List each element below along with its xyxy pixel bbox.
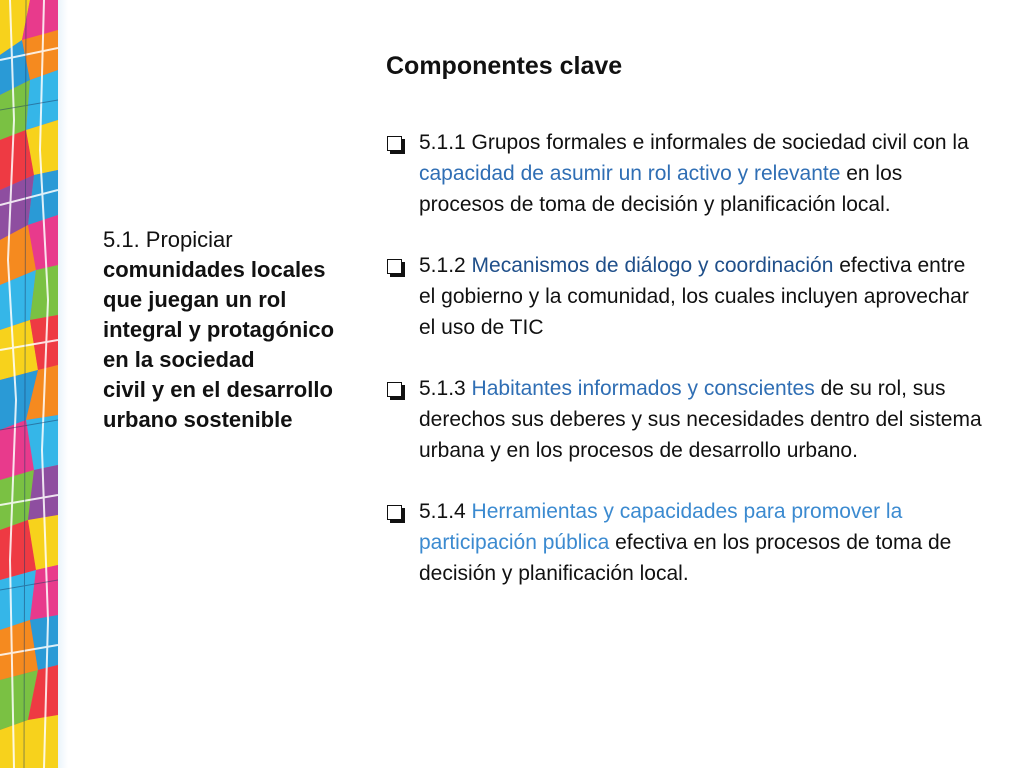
components-list — [386, 127, 986, 619]
component-highlight: Habitantes informados y conscientes — [471, 377, 815, 400]
component-text: 5.1.3 — [419, 377, 472, 400]
page-title: Componentes clave — [386, 52, 623, 80]
component-text: 5.1.2 — [419, 254, 472, 277]
component-highlight: Mecanismos de diálogo y coordinación — [471, 254, 834, 277]
map-strip-edge — [58, 0, 68, 768]
checkbox-icon — [387, 382, 402, 397]
component-highlight: capacidad de asumir un rol activo y relevante — [419, 162, 841, 185]
decorative-map-strip — [0, 0, 58, 768]
component-item — [386, 373, 986, 466]
checkbox-icon — [387, 136, 402, 151]
component-text: en los procesos de toma de decisión y planificación local. — [419, 162, 903, 216]
component-item — [386, 127, 986, 220]
component-text: de su rol, sus derechos sus deberes y sus necesidades dentro del sistema urbana y en los procesos de desarrollo urbano. — [419, 377, 982, 462]
objective-bold-text: comunidades locales que juegan un rol integral y protagónico en la sociedad — [103, 257, 335, 372]
component-text: efectiva en los procesos de toma de decisión y planificación local. — [419, 531, 952, 585]
component-highlight: Herramientas y capacidades para promover la participación pública — [419, 500, 903, 554]
component-text: 5.1.1 Grupos formales e informales de sociedad civil con la — [419, 131, 969, 154]
component-item — [386, 250, 986, 343]
objective-bold-text-2: civil y en el desarrollo urbano sostenible — [103, 377, 333, 432]
objective-prefix: 5.1. Propiciar — [103, 227, 233, 252]
component-text: 5.1.4 — [419, 500, 472, 523]
objective-text — [103, 225, 353, 435]
component-text: efectiva entre el gobierno y la comunidad, los cuales incluyen aprovechar el uso de TIC — [419, 254, 969, 339]
checkbox-icon — [387, 505, 402, 520]
checkbox-icon — [387, 259, 402, 274]
component-item — [386, 496, 986, 589]
